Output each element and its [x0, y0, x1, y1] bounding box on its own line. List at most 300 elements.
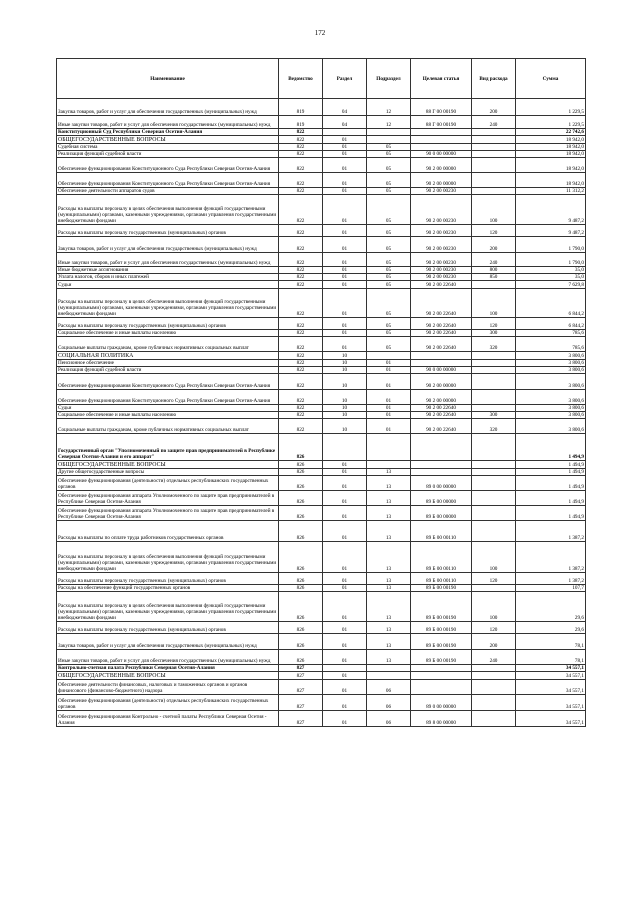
row-name-cell: Обеспечение функционирования Конституционного Суда Республики Северная Осетия-Алания	[57, 374, 279, 390]
row-department-cell: 826	[279, 634, 323, 650]
row-amount-cell: 18 942,0	[516, 158, 586, 173]
table-row	[57, 99, 586, 116]
row-name-cell: Иные бюджетные ассигнования	[57, 267, 279, 274]
row-subsection-cell: 05	[367, 281, 411, 289]
row-department-cell: 822	[279, 173, 323, 188]
row-expense-type-cell	[472, 491, 516, 506]
row-target-item-cell: 90 2 00 00000	[411, 374, 472, 390]
table-row	[57, 188, 586, 195]
row-amount-cell: 18 942,0	[516, 151, 586, 158]
row-target-item-cell: 90 2 00 22640	[411, 419, 472, 434]
table-row	[57, 274, 586, 281]
table-row	[57, 573, 586, 585]
row-section-cell: 01	[323, 136, 367, 144]
row-name-cell: Пенсионное обеспечение	[57, 360, 279, 367]
row-name-cell: Государственный орган "Уполномоченный по защите прав предпринимателей в Республике Северная Осетия-Алания и его аппарат"	[57, 434, 279, 461]
row-department-cell: 826	[279, 491, 323, 506]
row-section-cell: 01	[323, 237, 367, 253]
row-name-cell: Обеспечение функционирования Конституционного Суда Республики Северная Осетия-Алания	[57, 390, 279, 405]
row-expense-type-cell	[472, 158, 516, 173]
row-department-cell: 826	[279, 592, 323, 622]
row-name-cell: Расходы на выплаты персоналу государственных (муниципальных) органов	[57, 225, 279, 237]
row-target-item-cell: 90 2 00 22640	[411, 281, 472, 289]
row-subsection-cell: 05	[367, 274, 411, 281]
row-expense-type-cell: 240	[472, 650, 516, 665]
row-department-cell: 826	[279, 650, 323, 665]
row-amount-cell: 3 800,6	[516, 367, 586, 374]
row-department-cell: 822	[279, 360, 323, 367]
table-row	[57, 390, 586, 405]
row-amount-cell: 3 800,6	[516, 360, 586, 367]
row-subsection-cell: 13	[367, 506, 411, 521]
header-expense-type: Вид расхода	[472, 59, 516, 99]
row-name-cell: Расходы на выплаты персоналу в целях обеспечения выполнения функций государственными (муниципальными) органами, казенными учреждениями, органами управления государственными внебюджетными фондами	[57, 592, 279, 622]
row-amount-cell: 1 494,9	[516, 506, 586, 521]
row-amount-cell: 35,0	[516, 267, 586, 274]
row-section-cell: 01	[323, 695, 367, 711]
row-section-cell: 01	[323, 476, 367, 491]
row-section-cell: 10	[323, 374, 367, 390]
row-section-cell: 10	[323, 405, 367, 412]
row-amount-cell: 18 942,0	[516, 144, 586, 151]
row-name-cell: Реализация функций судебной власти	[57, 151, 279, 158]
row-section-cell: 01	[323, 585, 367, 592]
row-amount-cell: 785,6	[516, 330, 586, 337]
row-expense-type-cell	[472, 136, 516, 144]
row-section-cell: 01	[323, 461, 367, 469]
row-amount-cell: 1 494,9	[516, 491, 586, 506]
row-expense-type-cell	[472, 711, 516, 727]
row-section-cell: 10	[323, 412, 367, 419]
row-subsection-cell: 05	[367, 158, 411, 173]
row-department-cell: 822	[279, 374, 323, 390]
table-row	[57, 461, 586, 469]
row-department-cell: 822	[279, 405, 323, 412]
row-name-cell: Социальные выплаты гражданам, кроме публичных нормативных социальных выплат	[57, 419, 279, 434]
row-expense-type-cell	[472, 374, 516, 390]
row-target-item-cell: 89 Б 00 00190	[411, 622, 472, 634]
row-section-cell: 01	[323, 650, 367, 665]
row-amount-cell: 22 742,6	[516, 129, 586, 136]
row-target-item-cell: 90 2 00 00000	[411, 173, 472, 188]
row-target-item-cell: 89 Б 00 00190	[411, 650, 472, 665]
row-name-cell: Иные закупки товаров, работ и услуг для обеспечения государственных (муниципальных) нужд	[57, 116, 279, 129]
row-expense-type-cell: 850	[472, 274, 516, 281]
row-subsection-cell: 05	[367, 289, 411, 318]
table-row	[57, 672, 586, 680]
row-expense-type-cell: 100	[472, 195, 516, 225]
row-subsection-cell: 05	[367, 173, 411, 188]
row-amount-cell: 3 800,6	[516, 405, 586, 412]
row-expense-type-cell: 120	[472, 318, 516, 330]
table-header-row	[57, 59, 586, 99]
row-target-item-cell: 90 2 00 00000	[411, 390, 472, 405]
row-expense-type-cell	[472, 352, 516, 360]
row-expense-type-cell	[472, 173, 516, 188]
row-section-cell: 01	[323, 274, 367, 281]
row-subsection-cell: 05	[367, 337, 411, 352]
row-amount-cell: 1 494,9	[516, 461, 586, 469]
row-section-cell: 01	[323, 173, 367, 188]
row-name-cell: Обеспечение функционирования аппарата Уполномоченного по защите прав предпринимателей в Республике Северная Осетия-Алания	[57, 506, 279, 521]
row-department-cell: 826	[279, 622, 323, 634]
row-target-item-cell: 89 Б 00 00000	[411, 506, 472, 521]
row-name-cell: Обеспечение функционирования Контрольно - счетной палаты Республики Северная Осетия - Алания	[57, 711, 279, 727]
row-amount-cell: 9 487,2	[516, 225, 586, 237]
row-subsection-cell: 13	[367, 491, 411, 506]
row-subsection-cell: 06	[367, 695, 411, 711]
row-section-cell: 01	[323, 680, 367, 695]
row-name-cell: Уплата налогов, сборов и иных платежей	[57, 274, 279, 281]
row-subsection-cell: 05	[367, 225, 411, 237]
row-name-cell: Судебная система	[57, 144, 279, 151]
row-department-cell: 826	[279, 585, 323, 592]
row-section-cell	[323, 434, 367, 461]
row-department-cell: 822	[279, 390, 323, 405]
row-expense-type-cell: 300	[472, 330, 516, 337]
row-department-cell: 822	[279, 274, 323, 281]
table-row	[57, 521, 586, 542]
row-target-item-cell	[411, 136, 472, 144]
row-expense-type-cell	[472, 405, 516, 412]
row-department-cell: 822	[279, 158, 323, 173]
row-expense-type-cell: 320	[472, 419, 516, 434]
row-subsection-cell	[367, 665, 411, 672]
row-expense-type-cell	[472, 680, 516, 695]
row-department-cell: 822	[279, 144, 323, 151]
row-name-cell: Расходы на выплаты персоналу государственных (муниципальных) органов	[57, 318, 279, 330]
table-row	[57, 318, 586, 330]
row-section-cell: 01	[323, 144, 367, 151]
row-section-cell: 01	[323, 281, 367, 289]
row-subsection-cell: 05	[367, 195, 411, 225]
header-target-item: Целевая статья	[411, 59, 472, 99]
row-subsection-cell: 13	[367, 585, 411, 592]
row-target-item-cell: 90 0 00 00000	[411, 151, 472, 158]
row-target-item-cell: 90 2 00 00000	[411, 158, 472, 173]
row-section-cell: 10	[323, 352, 367, 360]
row-target-item-cell: 90 2 00 22640	[411, 318, 472, 330]
row-subsection-cell: 05	[367, 237, 411, 253]
row-subsection-cell: 05	[367, 151, 411, 158]
row-expense-type-cell	[472, 360, 516, 367]
row-department-cell: 822	[279, 337, 323, 352]
row-amount-cell: 3 800,6	[516, 390, 586, 405]
row-expense-type-cell	[472, 506, 516, 521]
row-target-item-cell: 90 2 00 00230	[411, 253, 472, 267]
row-expense-type-cell	[472, 281, 516, 289]
row-expense-type-cell	[472, 672, 516, 680]
row-target-item-cell: 90 2 00 00230	[411, 237, 472, 253]
row-expense-type-cell	[472, 665, 516, 672]
row-subsection-cell: 13	[367, 469, 411, 476]
row-target-item-cell: 90 2 00 22640	[411, 337, 472, 352]
row-subsection-cell: 05	[367, 144, 411, 151]
row-section-cell: 01	[323, 634, 367, 650]
header-amount: Сумма	[516, 59, 586, 99]
row-name-cell: СОЦИАЛЬНАЯ ПОЛИТИКА	[57, 352, 279, 360]
row-section-cell: 01	[323, 151, 367, 158]
row-subsection-cell: 05	[367, 318, 411, 330]
row-department-cell: 826	[279, 434, 323, 461]
row-department-cell: 822	[279, 237, 323, 253]
row-target-item-cell	[411, 360, 472, 367]
row-expense-type-cell	[472, 434, 516, 461]
row-department-cell: 826	[279, 476, 323, 491]
table-row	[57, 116, 586, 129]
row-target-item-cell: 89 Б 00 00190	[411, 592, 472, 622]
row-expense-type-cell	[472, 695, 516, 711]
row-amount-cell: 78,1	[516, 634, 586, 650]
row-subsection-cell	[367, 136, 411, 144]
row-section-cell: 01	[323, 267, 367, 274]
row-amount-cell: 35,0	[516, 274, 586, 281]
row-subsection-cell: 13	[367, 622, 411, 634]
table-row	[57, 374, 586, 390]
table-row	[57, 592, 586, 622]
row-amount-cell: 34 557,1	[516, 672, 586, 680]
table-row	[57, 289, 586, 318]
row-subsection-cell: 06	[367, 711, 411, 727]
row-subsection-cell	[367, 129, 411, 136]
row-name-cell: Обеспечение функционирования Конституционного Суда Республики Северная Осетия-Алания	[57, 158, 279, 173]
row-name-cell: Обеспечение деятельности финансовых, налоговых и таможенных органов и органов финансового (финансово-бюджетного) надзора	[57, 680, 279, 695]
table-row	[57, 136, 586, 144]
row-name-cell: Обеспечение функционирования Конституционного Суда Республики Северная Осетия-Алания	[57, 173, 279, 188]
row-section-cell: 10	[323, 390, 367, 405]
row-section-cell: 10	[323, 367, 367, 374]
row-amount-cell: 6 844,2	[516, 289, 586, 318]
row-subsection-cell: 06	[367, 680, 411, 695]
row-section-cell: 01	[323, 573, 367, 585]
row-expense-type-cell: 100	[472, 542, 516, 573]
row-expense-type-cell: 300	[472, 412, 516, 419]
row-section-cell: 01	[323, 225, 367, 237]
row-target-item-cell	[411, 680, 472, 695]
row-amount-cell: 1 229,5	[516, 99, 586, 116]
row-name-cell: Расходы на выплаты персоналу государственных (муниципальных) органов	[57, 573, 279, 585]
row-expense-type-cell	[472, 129, 516, 136]
row-expense-type-cell: 100	[472, 592, 516, 622]
row-name-cell: ОБЩЕГОСУДАРСТВЕННЫЕ ВОПРОСЫ	[57, 136, 279, 144]
row-expense-type-cell: 240	[472, 253, 516, 267]
row-department-cell: 826	[279, 469, 323, 476]
table-row	[57, 476, 586, 491]
row-target-item-cell: 89 Б 00 00000	[411, 491, 472, 506]
row-subsection-cell: 01	[367, 412, 411, 419]
row-subsection-cell: 13	[367, 476, 411, 491]
row-name-cell: Иные закупки товаров, работ и услуг для обеспечения государственных (муниципальных) нужд	[57, 650, 279, 665]
row-target-item-cell: 89 Б 00 00110	[411, 542, 472, 573]
table-row	[57, 129, 586, 136]
table-row	[57, 665, 586, 672]
table-row	[57, 542, 586, 573]
row-subsection-cell: 13	[367, 521, 411, 542]
row-section-cell: 10	[323, 360, 367, 367]
row-subsection-cell: 01	[367, 390, 411, 405]
row-target-item-cell: 90 2 00 22640	[411, 405, 472, 412]
row-name-cell: ОБЩЕГОСУДАРСТВЕННЫЕ ВОПРОСЫ	[57, 461, 279, 469]
row-target-item-cell: 89 Б 00 00110	[411, 573, 472, 585]
row-expense-type-cell: 100	[472, 289, 516, 318]
table-row	[57, 158, 586, 173]
row-name-cell: Расходы на выплаты персоналу в целях обеспечения выполнения функций государственными (муниципальными) органами, казенными учреждениями, органами управления государственными внебюджетными фондами	[57, 542, 279, 573]
row-target-item-cell: 90 2 00 00230	[411, 267, 472, 274]
row-department-cell: 826	[279, 521, 323, 542]
row-section-cell: 01	[323, 469, 367, 476]
row-section-cell: 01	[323, 622, 367, 634]
row-expense-type-cell	[472, 367, 516, 374]
header-subsection: Подраздел	[367, 59, 411, 99]
row-name-cell: Судьи	[57, 405, 279, 412]
row-section-cell: 01	[323, 672, 367, 680]
row-target-item-cell	[411, 461, 472, 469]
row-target-item-cell	[411, 144, 472, 151]
row-department-cell: 826	[279, 573, 323, 585]
row-subsection-cell	[367, 672, 411, 680]
row-subsection-cell: 05	[367, 330, 411, 337]
row-section-cell: 01	[323, 289, 367, 318]
row-expense-type-cell	[472, 476, 516, 491]
row-department-cell: 822	[279, 188, 323, 195]
table-body	[57, 99, 586, 727]
table-row	[57, 225, 586, 237]
row-department-cell: 827	[279, 672, 323, 680]
row-department-cell: 826	[279, 506, 323, 521]
table-row	[57, 412, 586, 419]
row-name-cell: Закупка товаров, работ и услуг для обеспечения государственных (муниципальных) нужд	[57, 99, 279, 116]
row-name-cell: Расходы на выплаты персоналу в целях обеспечения выполнения функций государственными (муниципальными) органами, казенными учреждениями, органами управления государственными внебюджетными фондами	[57, 289, 279, 318]
row-amount-cell: 18 942,0	[516, 136, 586, 144]
row-department-cell: 822	[279, 225, 323, 237]
row-department-cell: 822	[279, 136, 323, 144]
table-row	[57, 585, 586, 592]
row-section-cell: 01	[323, 592, 367, 622]
row-expense-type-cell	[472, 144, 516, 151]
row-section-cell	[323, 129, 367, 136]
row-amount-cell: 6 844,2	[516, 318, 586, 330]
row-amount-cell: 107,7	[516, 585, 586, 592]
row-department-cell: 822	[279, 253, 323, 267]
table-row	[57, 506, 586, 521]
row-expense-type-cell: 240	[472, 116, 516, 129]
row-department-cell: 822	[279, 318, 323, 330]
row-target-item-cell: 89 Б 00 00190	[411, 634, 472, 650]
row-name-cell: Расходы на выплаты персоналу государственных (муниципальных) органов	[57, 622, 279, 634]
row-subsection-cell: 01	[367, 367, 411, 374]
row-target-item-cell: 89 0 00 00000	[411, 695, 472, 711]
row-name-cell: Реализация функций судебной власти	[57, 367, 279, 374]
row-section-cell: 04	[323, 116, 367, 129]
row-department-cell: 822	[279, 195, 323, 225]
row-department-cell: 822	[279, 289, 323, 318]
row-amount-cell: 29,6	[516, 622, 586, 634]
row-target-item-cell: 88 Г 00 00190	[411, 116, 472, 129]
row-department-cell: 819	[279, 99, 323, 116]
row-department-cell: 827	[279, 665, 323, 672]
row-department-cell: 827	[279, 711, 323, 727]
row-name-cell: Другие общегосударственные вопросы	[57, 469, 279, 476]
row-subsection-cell: 13	[367, 542, 411, 573]
row-amount-cell: 3 800,6	[516, 352, 586, 360]
row-subsection-cell	[367, 352, 411, 360]
row-target-item-cell: 88 Г 00 00190	[411, 99, 472, 116]
row-name-cell: Обеспечение деятельности аппаратов судов	[57, 188, 279, 195]
row-department-cell: 822	[279, 151, 323, 158]
row-department-cell: 819	[279, 116, 323, 129]
row-target-item-cell: 89 Б 00 00110	[411, 521, 472, 542]
row-amount-cell: 3 800,6	[516, 374, 586, 390]
table-row	[57, 330, 586, 337]
page-number: 172	[314, 29, 326, 37]
row-amount-cell: 1 387,2	[516, 573, 586, 585]
row-amount-cell: 7 629,8	[516, 281, 586, 289]
table-row	[57, 173, 586, 188]
row-target-item-cell: 90 0 00 00000	[411, 367, 472, 374]
row-target-item-cell	[411, 469, 472, 476]
table-row	[57, 650, 586, 665]
row-target-item-cell	[411, 352, 472, 360]
table-row	[57, 151, 586, 158]
row-section-cell: 01	[323, 158, 367, 173]
table-row	[57, 680, 586, 695]
row-department-cell: 822	[279, 330, 323, 337]
row-name-cell: Обеспечение функционирования аппарата Уполномоченного по защите прав предпринимателей в Республике Северная Осетия-Алания	[57, 491, 279, 506]
row-amount-cell: 1 494,9	[516, 434, 586, 461]
row-expense-type-cell: 120	[472, 622, 516, 634]
row-section-cell: 01	[323, 318, 367, 330]
row-amount-cell: 1 387,2	[516, 542, 586, 573]
row-subsection-cell: 13	[367, 573, 411, 585]
row-name-cell: Закупка товаров, работ и услуг для обеспечения государственных (муниципальных) нужд	[57, 237, 279, 253]
table-row	[57, 195, 586, 225]
table-row	[57, 237, 586, 253]
table-row	[57, 711, 586, 727]
row-name-cell: Социальные выплаты гражданам, кроме публичных нормативных социальных выплат	[57, 337, 279, 352]
row-subsection-cell: 05	[367, 253, 411, 267]
row-amount-cell: 3 800,6	[516, 419, 586, 434]
row-amount-cell: 1 387,2	[516, 521, 586, 542]
row-section-cell: 01	[323, 506, 367, 521]
row-expense-type-cell: 800	[472, 267, 516, 274]
row-section-cell: 01	[323, 253, 367, 267]
row-department-cell: 826	[279, 461, 323, 469]
row-amount-cell: 1 229,5	[516, 116, 586, 129]
row-section-cell	[323, 665, 367, 672]
row-department-cell: 822	[279, 352, 323, 360]
row-expense-type-cell	[472, 461, 516, 469]
row-target-item-cell	[411, 129, 472, 136]
row-name-cell: Обеспечение функционирования (деятельности) отдельных республиканских государственных органов	[57, 476, 279, 491]
row-subsection-cell: 01	[367, 405, 411, 412]
row-amount-cell: 18 942,0	[516, 173, 586, 188]
row-name-cell: Расходы на обеспечение функций государственных органов	[57, 585, 279, 592]
row-department-cell: 822	[279, 281, 323, 289]
row-target-item-cell: 89 0 00 00000	[411, 476, 472, 491]
row-amount-cell: 3 800,6	[516, 412, 586, 419]
table-row	[57, 352, 586, 360]
row-amount-cell: 1 494,9	[516, 476, 586, 491]
row-target-item-cell: 89 Б 00 00190	[411, 585, 472, 592]
table-row	[57, 337, 586, 352]
row-amount-cell: 1 494,9	[516, 469, 586, 476]
row-name-cell: Расходы на выплаты по оплате труда работников государственных органов	[57, 521, 279, 542]
row-target-item-cell: 90 2 00 22640	[411, 289, 472, 318]
row-name-cell: Обеспечение функционирования (деятельности) отдельных республиканских государственных органов	[57, 695, 279, 711]
budget-table	[56, 58, 586, 727]
row-name-cell: Социальное обеспечение и иные выплаты населению	[57, 330, 279, 337]
table-row	[57, 695, 586, 711]
